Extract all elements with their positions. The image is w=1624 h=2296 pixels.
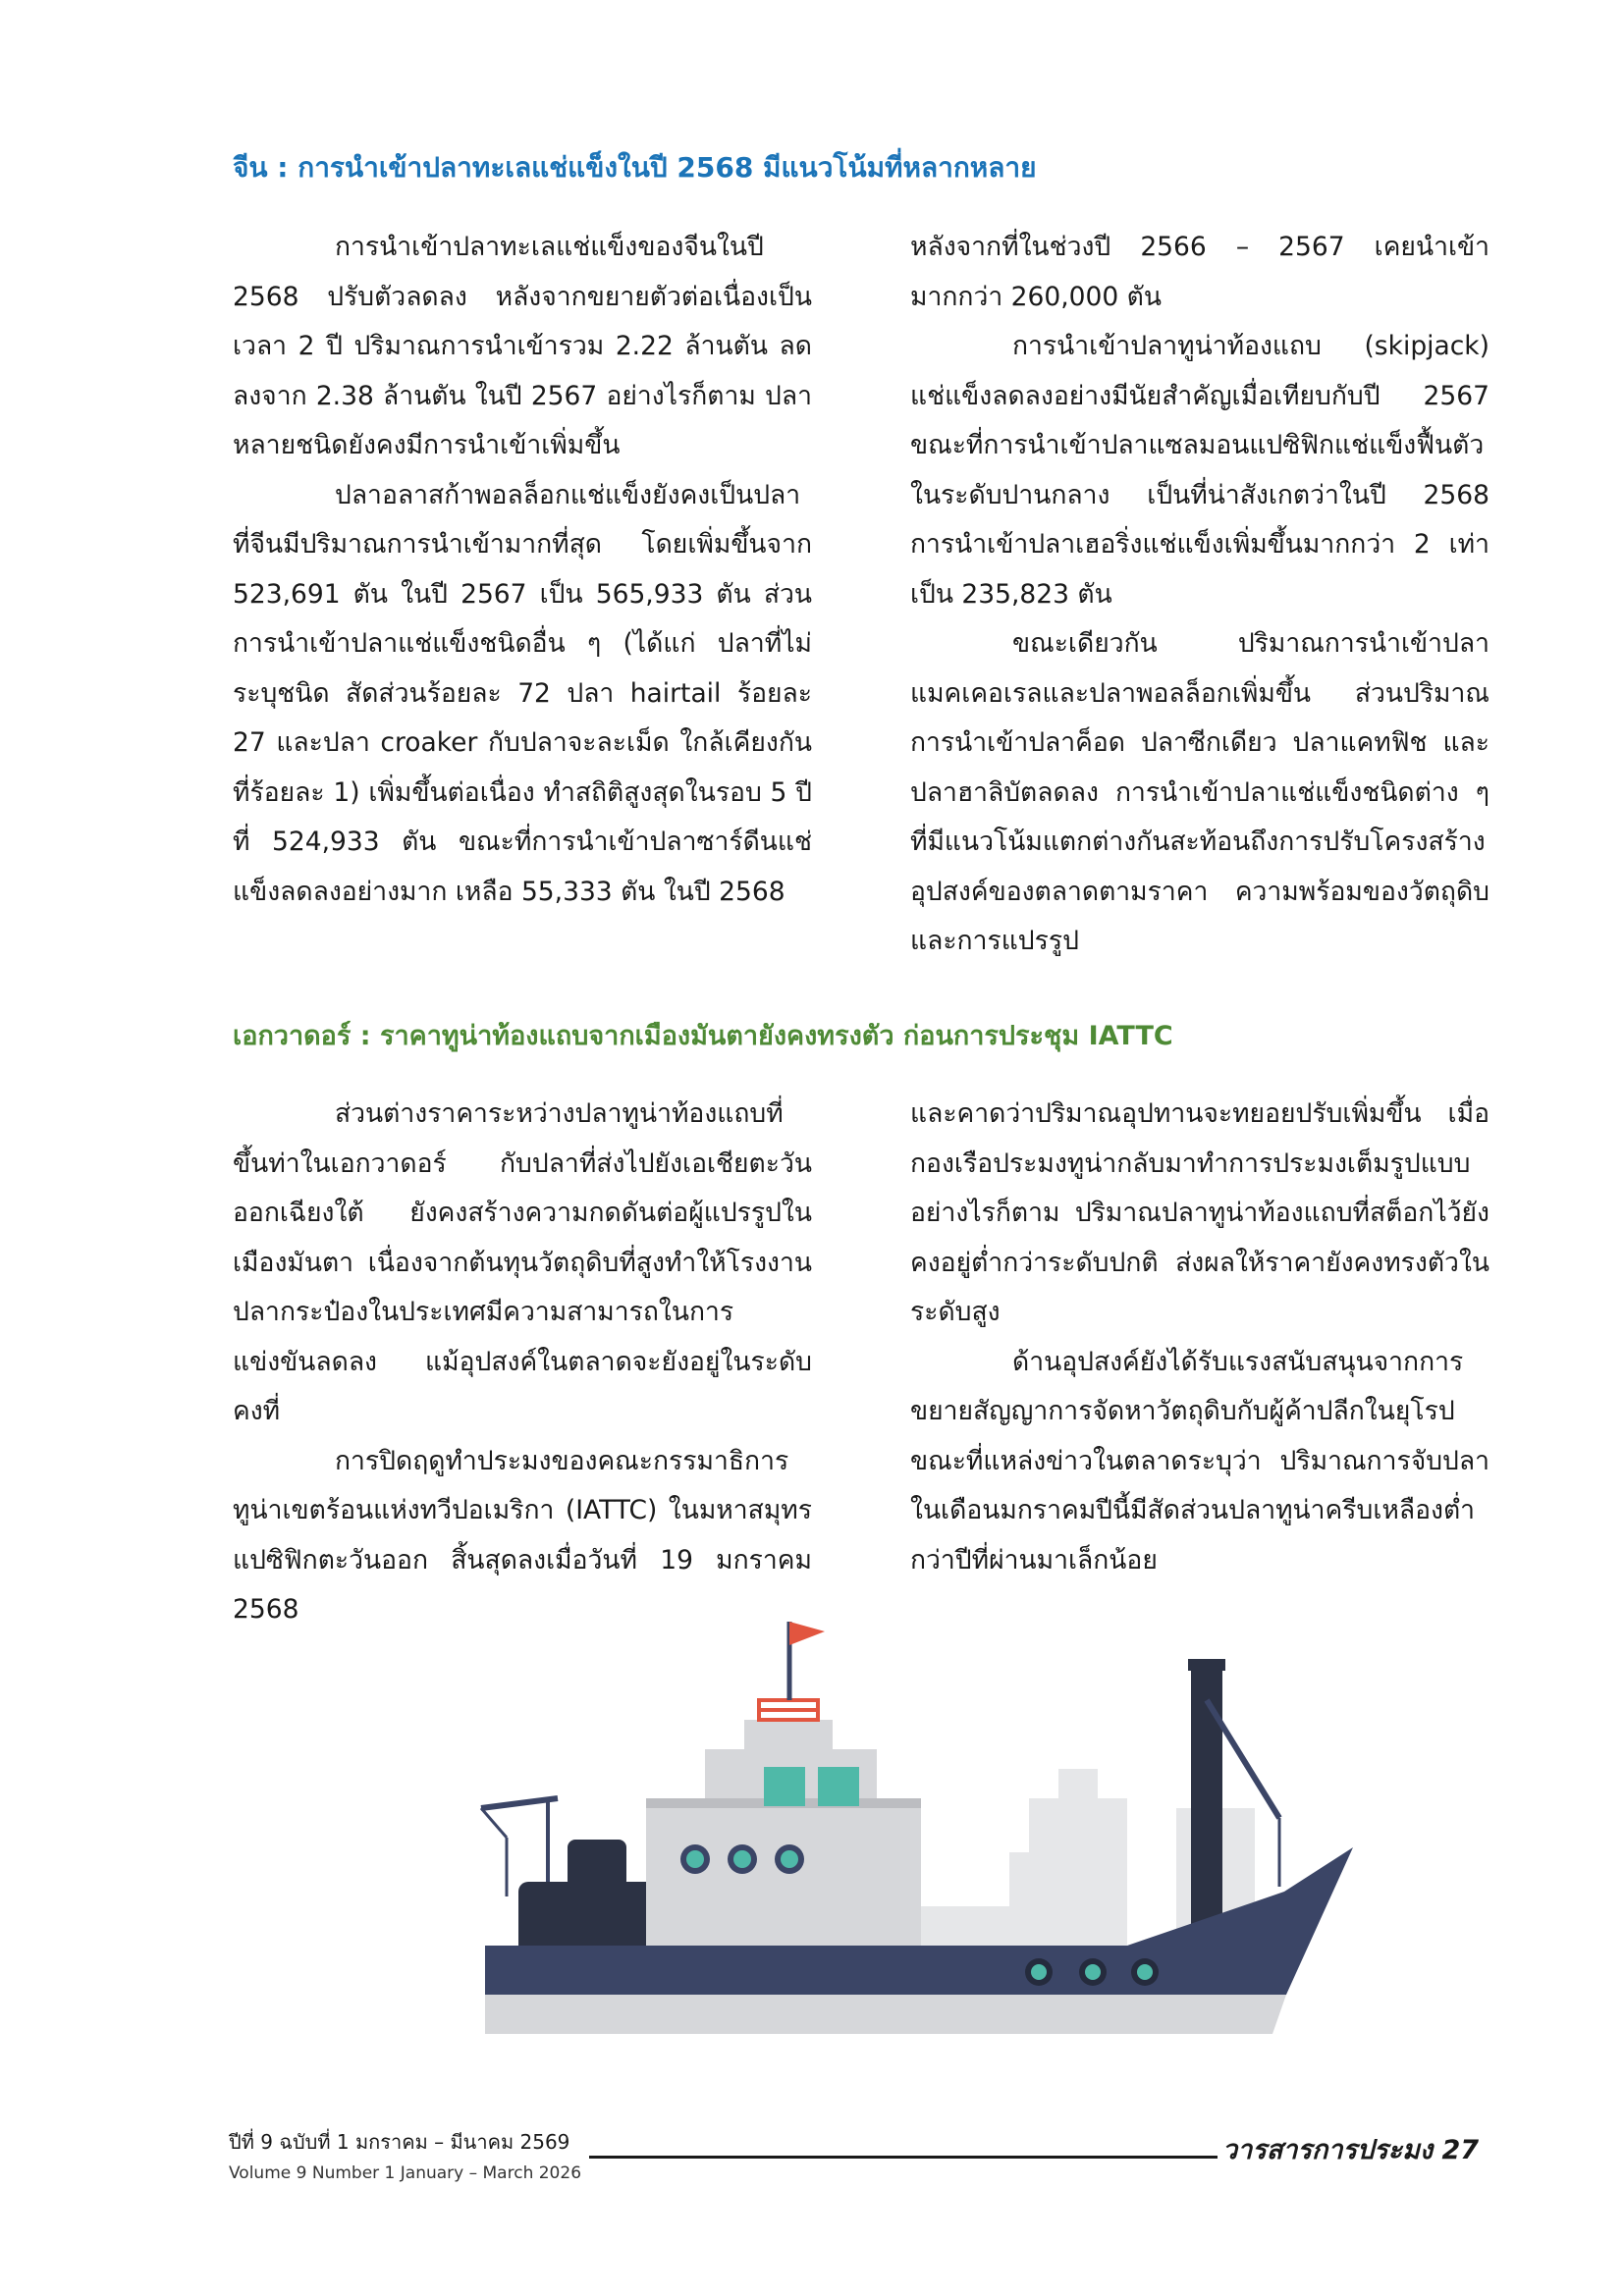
section-heading-ecuador: เอกวาดอร์ : ราคาทูน่าท้องแถบจากเมืองมันตายังคงทรงตัว ก่อนการประชุม IATTC <box>233 1021 1173 1051</box>
section-heading-china: จีน : การนำเข้าปลาทะเลแช่แข็งในปี 2568 มีแนวโน้มที่หลากหลาย <box>233 151 1037 184</box>
paragraph: และคาดว่าปริมาณอุปทานจะทยอยปรับเพิ่มขึ้น เมื่อกองเรือประมงทูน่ากลับมาทำการประมงเต็มรูปแบบ อย่างไรก็ตาม ปริมาณปลาทูน่าท้องแถบที่สต็อกไว้ยังคงอยู่ต่ำกว่าระดับปกติ ส่งผลให้ราคายังคงทรงตัวในระดับสูง <box>910 1098 1489 1327</box>
paragraph: ส่วนต่างราคาระหว่างปลาทูน่าท้องแถบที่ขึ้นท่าในเอกวาดอร์ กับปลาที่ส่งไปยังเอเชียตะวันออกเฉียงใต้ ยังคงสร้างความกดดันต่อผู้แปรรูปในเมืองมันตา เนื่องจากต้นทุนวัตถุดิบที่สูงทำให้โรงงานปลากระป๋องในประเทศมีความสามารถในการแข่งขันลดลง แม้อุปสงค์ในตลาดจะยังอยู่ในระดับคงที่ <box>233 1098 812 1426</box>
ecuador-column-left <box>233 1090 812 1635</box>
paragraph: ด้านอุปสงค์ยังได้รับแรงสนับสนุนจากการขยายสัญญาการจัดหาวัตถุดิบกับผู้ค้าปลีกในยุโรป ขณะที่แหล่งข่าวในตลาดระบุว่า ปริมาณการจับปลาในเดือนมกราคมปีนี้มีสัดส่วนปลาทูน่าครีบเหลืองต่ำกว่าปีที่ผ่านมาเล็กน้อย <box>910 1346 1489 1575</box>
paragraph: หลังจากที่ในช่วงปี 2566 – 2567 เคยนำเข้ามากกว่า 260,000 ตัน <box>910 232 1489 312</box>
footer-issue-text: ปีที่ 9 ฉบับที่ 1 มกราคม – มีนาคม 2569 <box>229 2130 570 2154</box>
paragraph: การนำเข้าปลาทูน่าท้องแถบ (skipjack) แช่แข็งลดลงอย่างมีนัยสำคัญเมื่อเทียบกับปี 2567 ขณะที่การนำเข้าปลาแซลมอนแปซิฟิกแช่แข็งฟื้นตัวในระดับปานกลาง เป็นที่น่าสังเกตว่าในปี 2568 การนำเข้าปลาเฮอริ่งแช่แข็งเพิ่มขึ้นมากกว่า 2 เท่า เป็น 235,823 ตัน <box>910 331 1489 610</box>
paragraph: ปลาอลาสก้าพอลล็อกแช่แข็งยังคงเป็นปลาที่จีนมีปริมาณการนำเข้ามากที่สุด โดยเพิ่มขึ้นจาก 523,691 ตัน ในปี 2567 เป็น 565,933 ตัน ส่วนการนำเข้าปลาแช่แข็งชนิดอื่น ๆ (ได้แก่ ปลาที่ไม่ระบุชนิด สัดส่วนร้อยละ 72 ปลา hairtail ร้อยละ 27 และปลา croaker กับปลาจะละเม็ด ใกล้เคียงกันที่ร้อยละ 1) เพิ่มขึ้นต่อเนื่อง ทำสถิติสูงสุดในรอบ 5 ปีที่ 524,933 ตัน ขณะที่การนำเข้าปลาซาร์ดีนแช่แข็งลดลงอย่างมาก เหลือ 55,333 ตัน ในปี 2568 <box>233 479 812 907</box>
paragraph: การนำเข้าปลาทะเลแช่แข็งของจีนในปี 2568 ปรับตัวลดลง หลังจากขยายตัวต่อเนื่องเป็นเวลา 2 ปี ปริมาณการนำเข้ารวม 2.22 ล้านตัน ลดลงจาก 2.38 ล้านตัน ในปี 2567 อย่างไรก็ตาม ปลาหลายชนิดยังคงมีการนำเข้าเพิ่มขึ้น <box>233 232 812 460</box>
china-column-right <box>910 223 1489 967</box>
footer-divider <box>589 2156 1218 2159</box>
fishing-boat-illustration <box>479 1602 1500 2034</box>
paragraph: การปิดฤดูทำประมงของคณะกรรมาธิการทูน่าเขตร้อนแห่งทวีปอเมริกา (IATTC) ในมหาสมุทรแปซิฟิกตะวันออก สิ้นสุดลงเมื่อวันที่ 19 มกราคม 2568 <box>233 1445 812 1625</box>
paragraph: ขณะเดียวกัน ปริมาณการนำเข้าปลาแมคเคอเรลและปลาพอลล็อกเพิ่มขึ้น ส่วนปริมาณการนำเข้าปลาค็อด ปลาซีกเดียว ปลาแคทฟิช และปลาฮาลิบัตลดลง การนำเข้าปลาแช่แข็งชนิดต่าง ๆ ที่มีแนวโน้มแตกต่างกันสะท้อนถึงการปรับโครงสร้างอุปสงค์ของตลาดตามราคา ความพร้อมของวัตถุดิบ และการแปรรูป <box>910 628 1489 956</box>
china-column-left <box>233 223 812 917</box>
footer-volume-text: Volume 9 Number 1 January – March 2026 <box>229 2163 582 2183</box>
footer-journal-page: วารสารการประมง 27 <box>1222 2135 1480 2165</box>
ecuador-column-right <box>910 1090 1489 1585</box>
